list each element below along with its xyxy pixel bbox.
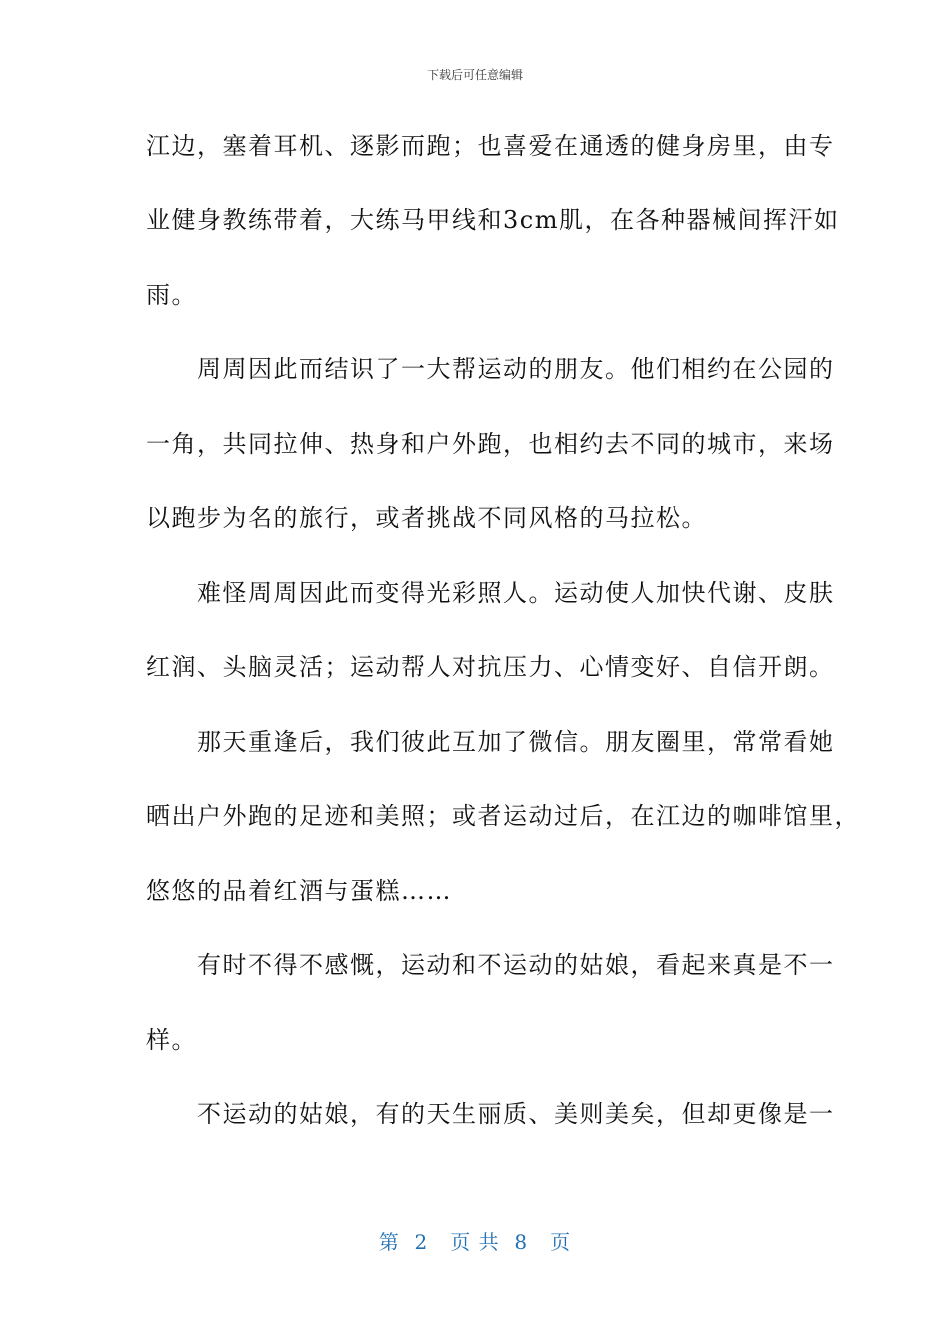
text-line: 雨。 xyxy=(146,281,197,309)
text-line: 那天重逢后，我们彼此互加了微信。朋友圈里，常常看她 xyxy=(146,728,835,756)
text-line: 业健身教练带着，大练马甲线和3cm肌，在各种器械间挥汗如 xyxy=(146,206,840,234)
text-line: 周周因此而结识了一大帮运动的朋友。他们相约在公园的 xyxy=(146,355,835,383)
page-footer xyxy=(0,1226,950,1255)
text-line: 红润、头脑灵活；运动帮人对抗压力、心情变好、自信开朗。 xyxy=(146,653,835,681)
text-line: 江边，塞着耳机、逐影而跑；也喜爱在通透的健身房里，由专 xyxy=(146,132,835,160)
text-line: 难怪周周因此而变得光彩照人。运动使人加快代谢、皮肤 xyxy=(146,579,835,607)
page-header-note: 下载后可任意编辑 xyxy=(426,68,523,82)
text-line: 一角，共同拉伸、热身和户外跑，也相约去不同的城市，来场 xyxy=(146,430,835,458)
text-line: 有时不得不感慨，运动和不运动的姑娘，看起来真是不一 xyxy=(146,951,835,979)
text-line: 不运动的姑娘，有的天生丽质、美则美矣，但却更像是一 xyxy=(146,1100,835,1128)
text-line: 样。 xyxy=(146,1026,197,1054)
text-line: 悠悠的品着红酒与蛋糕…… xyxy=(146,877,452,905)
text-line: 以跑步为名的旅行，或者挑战不同风格的马拉松。 xyxy=(146,504,707,532)
text-line: 晒出户外跑的足迹和美照；或者运动过后，在江边的咖啡馆里， xyxy=(146,802,860,830)
page-number-label: 第 2 页 共 8 页 xyxy=(378,1230,572,1254)
